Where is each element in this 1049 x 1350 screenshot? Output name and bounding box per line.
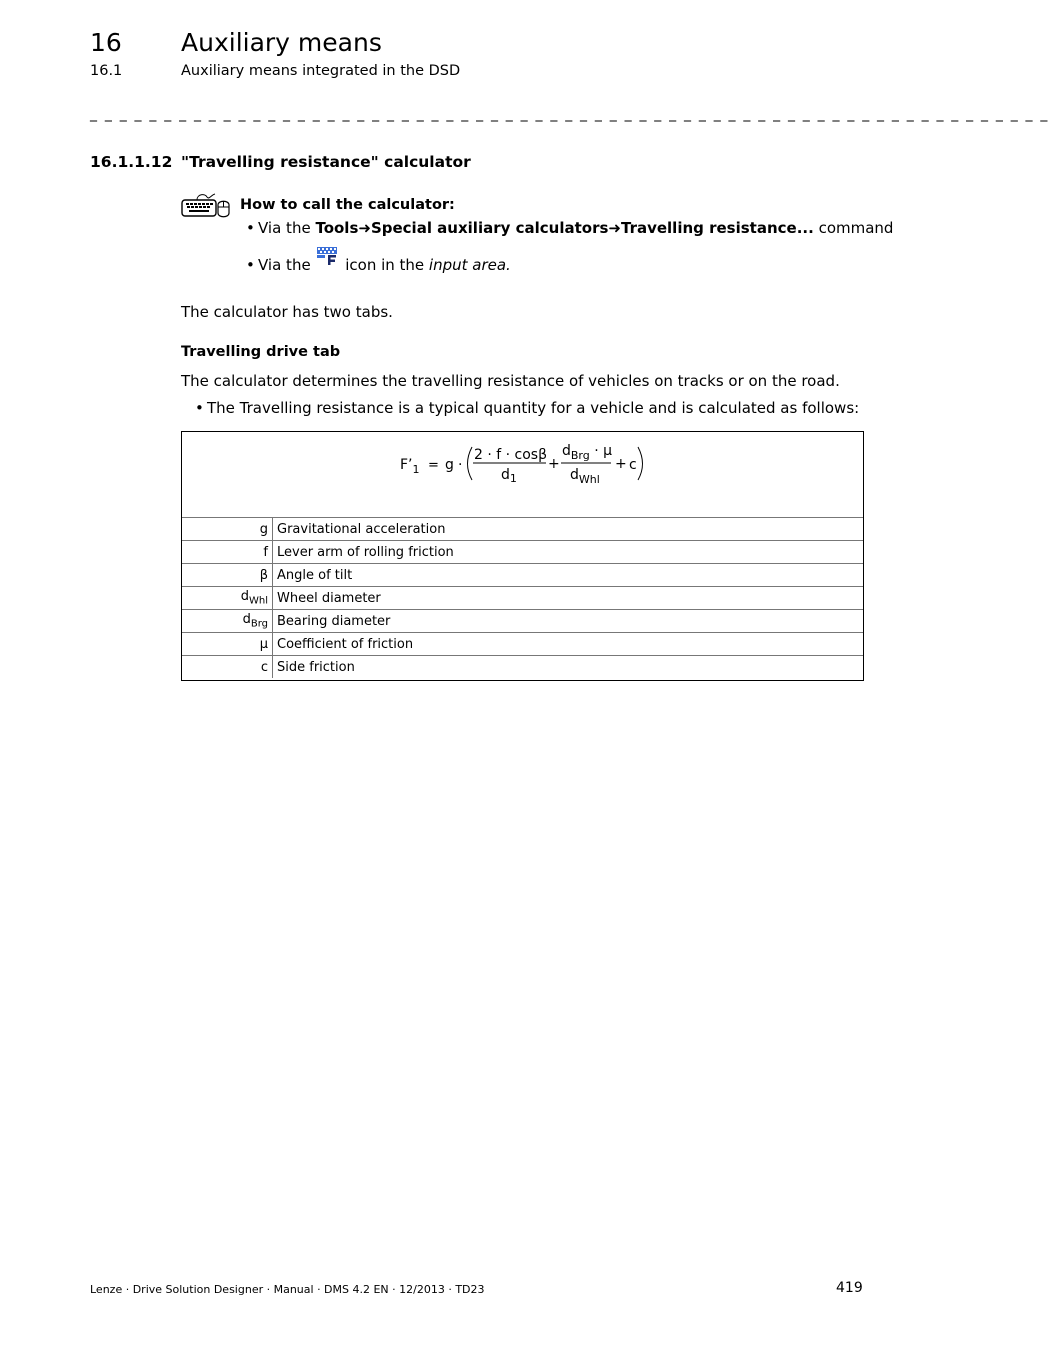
variable-symbol: β bbox=[182, 564, 273, 587]
formula-c: c bbox=[629, 457, 637, 473]
formula-lhs: $F’_1$ bbox=[400, 457, 420, 476]
bullet-icon-call bbox=[246, 253, 511, 274]
fraction1-numerator: 2 · f · cosβ bbox=[474, 447, 548, 463]
bullet-dot: • bbox=[246, 256, 255, 274]
menu-travelling-resistance: Travelling resistance... bbox=[620, 219, 814, 237]
variable-symbol: μ bbox=[182, 633, 273, 656]
travelling-resistance-formula bbox=[182, 432, 863, 518]
formula-box bbox=[181, 431, 864, 681]
bullet-menu-command bbox=[246, 219, 893, 237]
variable-description: Angle of tilt bbox=[273, 564, 864, 587]
close-paren bbox=[638, 447, 643, 480]
fraction2-denominator: $d_{Whl}$ bbox=[570, 467, 600, 486]
table-row bbox=[182, 587, 863, 610]
bullet1-prefix: Via the bbox=[258, 219, 316, 237]
variable-symbol: $d_{Brg}$ bbox=[182, 610, 273, 633]
menu-special-calculators: Special auxiliary calculators bbox=[370, 219, 609, 237]
formula-plus: + bbox=[548, 456, 560, 472]
fraction1-denominator: $d_1$ bbox=[501, 467, 517, 485]
table-row bbox=[182, 518, 863, 541]
chapter-number: 16 bbox=[90, 28, 122, 57]
header-separator: _ _ _ _ _ _ _ _ _ _ _ _ _ _ _ _ _ _ _ _ _ _ _ _ _ _ _ _ _ _ _ _ _ _ _ _ _ _ _ _ _ _ _ _ _ _ _ _ _ _ _ _ _ _ _ _ _ _ _ _ _ _ _ _ _ bbox=[90, 106, 1049, 122]
formula-intro-bullet bbox=[195, 399, 859, 417]
keyboard-mouse-icon bbox=[181, 191, 233, 219]
fraction2-numerator: $d_{Brg} \cdot \mu$ bbox=[562, 443, 613, 462]
bullet2-prefix: Via the bbox=[258, 256, 316, 274]
variable-description: Side friction bbox=[273, 656, 864, 679]
variable-table bbox=[182, 517, 863, 678]
subsection-heading bbox=[90, 153, 471, 171]
bullet1-suffix: command bbox=[813, 219, 894, 237]
page-number: 419 bbox=[836, 1280, 863, 1296]
variable-symbol: g bbox=[182, 518, 273, 541]
chapter-title: Auxiliary means bbox=[181, 28, 382, 57]
open-paren bbox=[468, 447, 473, 480]
table-row bbox=[182, 656, 863, 679]
variable-description: Coefficient of friction bbox=[273, 633, 864, 656]
menu-arrow: ➜ bbox=[358, 219, 371, 237]
bullet2-middle: icon in the bbox=[340, 256, 429, 274]
subsection-number: 16.1.1.12 bbox=[90, 153, 173, 171]
variable-description: Wheel diameter bbox=[273, 587, 864, 610]
table-row bbox=[182, 564, 863, 587]
menu-tools: Tools bbox=[315, 219, 359, 237]
table-row bbox=[182, 541, 863, 564]
menu-arrow: ➜ bbox=[608, 219, 621, 237]
subsection-title: "Travelling resistance" calculator bbox=[181, 153, 471, 171]
description-text: The calculator determines the travelling resistance of vehicles on tracks or on the road. bbox=[181, 372, 840, 390]
tab-heading: Travelling drive tab bbox=[181, 344, 341, 360]
intro-text: The calculator has two tabs. bbox=[181, 303, 393, 321]
variable-symbol: c bbox=[182, 656, 273, 679]
table-row bbox=[182, 610, 863, 633]
variable-symbol: f bbox=[182, 541, 273, 564]
formula-g: g bbox=[445, 457, 454, 473]
travelling-resistance-calculator-icon bbox=[317, 247, 337, 265]
input-area-text: input area. bbox=[428, 256, 511, 274]
variable-description: Bearing diameter bbox=[273, 610, 864, 633]
howto-title: How to call the calculator: bbox=[240, 197, 455, 213]
bullet-dot: • bbox=[246, 219, 255, 237]
section-title: Auxiliary means integrated in the DSD bbox=[181, 63, 461, 79]
variable-description: Gravitational acceleration bbox=[273, 518, 864, 541]
bullet-dot: • bbox=[195, 399, 204, 417]
variable-description: Lever arm of rolling friction bbox=[273, 541, 864, 564]
formula-equals: = bbox=[428, 458, 439, 473]
variable-symbol: $d_{Whl}$ bbox=[182, 587, 273, 610]
section-number: 16.1 bbox=[90, 63, 123, 79]
formula-plus: + bbox=[615, 456, 627, 472]
formula-dot: · bbox=[458, 457, 463, 473]
footer-text: Lenze · Drive Solution Designer · Manual · DMS 4.2 EN · 12/2013 · TD23 bbox=[90, 1283, 485, 1296]
table-row bbox=[182, 633, 863, 656]
formula-intro-text: The Travelling resistance is a typical quantity for a vehicle and is calculated as follows: bbox=[207, 399, 860, 417]
